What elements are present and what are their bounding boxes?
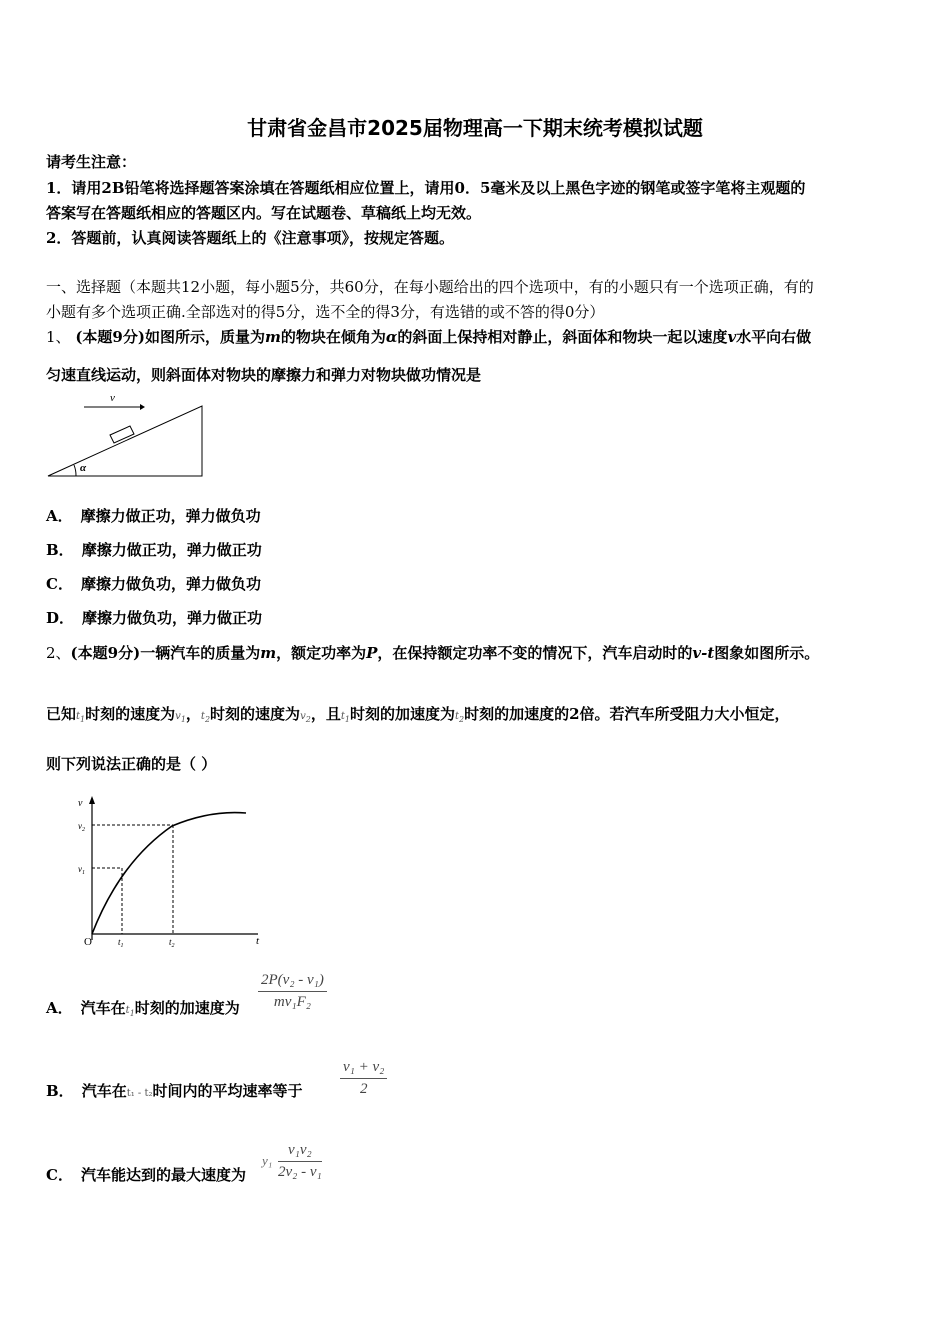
q1-option-c-text: 摩擦力做负功，弹力做负功 bbox=[80, 575, 261, 593]
question-2-line-3: 则下列说法正确的是（ ） bbox=[46, 755, 217, 773]
q2-option-c-formula bbox=[278, 1142, 322, 1181]
velocity-arrow-head bbox=[140, 404, 145, 410]
notice-heading: 请考生注意： bbox=[46, 153, 137, 171]
q2-option-a[interactable] bbox=[46, 998, 240, 1024]
graph-t1-label: $t_1$ bbox=[118, 937, 124, 949]
q1-option-a[interactable] bbox=[46, 506, 261, 526]
q2-line2-d: ，且 bbox=[310, 705, 341, 723]
incline-figure bbox=[44, 392, 214, 480]
q2-number: 2、 bbox=[46, 644, 71, 662]
q2-option-b[interactable] bbox=[46, 1081, 303, 1104]
section-heading-line-1: 一、选择题（本题共12小题，每小题5分，共60分，在每小题给出的四个选项中，有的小题只有一个选项正确，有的 bbox=[46, 278, 814, 296]
q2-text-b: ，额定功率为 bbox=[276, 644, 367, 662]
q1-option-b[interactable] bbox=[46, 540, 262, 560]
graph-v-label: v bbox=[78, 798, 83, 809]
graph-v1-label: $v_1$ bbox=[78, 864, 85, 876]
v-axis-arrow bbox=[89, 796, 95, 804]
q2-option-b-text-a: 汽车在 bbox=[81, 1082, 127, 1100]
q2-line2-f: 时刻的加速度的2倍。若汽车所受阻力大小恒定， bbox=[464, 705, 790, 723]
q2-P: P bbox=[366, 644, 378, 662]
graph-origin-label: O bbox=[84, 936, 92, 948]
q2-score: (本题9分) bbox=[70, 644, 141, 662]
q2-t2-b: $t_2$ bbox=[454, 711, 465, 724]
graph-v2-label: $v_2$ bbox=[78, 821, 85, 833]
q1-option-b-letter: B． bbox=[46, 541, 74, 559]
q2-option-c-numerator: v₁v₂ bbox=[278, 1142, 322, 1162]
q1-v: v bbox=[727, 328, 737, 346]
q2-vt: v-t bbox=[692, 644, 715, 662]
q1-option-a-text: 摩擦力做正功，弹力做负功 bbox=[80, 507, 261, 525]
q2-option-a-formula bbox=[258, 972, 327, 1011]
q2-t2: $t_2$ bbox=[200, 711, 211, 724]
angle-arc bbox=[74, 465, 76, 476]
q2-text-d: 图象如图所示。 bbox=[714, 644, 820, 662]
q2-line2-b: 时刻的速度为 bbox=[85, 705, 176, 723]
block bbox=[110, 426, 134, 443]
q1-text-d: 水平向右做 bbox=[736, 328, 812, 346]
q2-option-b-numerator: v₁ + v₂ bbox=[340, 1059, 387, 1079]
incline-v-label: v bbox=[110, 392, 115, 404]
q1-text-b: 的物块在倾角为 bbox=[280, 328, 386, 346]
q2-option-c[interactable] bbox=[46, 1165, 246, 1185]
q2-option-b-formula bbox=[340, 1059, 387, 1098]
notice-line-2: 答案写在答题纸相应的答题区内。写在试题卷、草稿纸上均无效。 bbox=[46, 204, 482, 222]
q2-option-b-denominator: 2 bbox=[359, 1081, 368, 1097]
q2-option-c-denominator: 2v₂ - v₁ bbox=[278, 1164, 322, 1180]
question-1-line-1 bbox=[46, 327, 811, 347]
q2-text-a: 一辆汽车的质量为 bbox=[140, 644, 261, 662]
incline-triangle bbox=[48, 406, 202, 476]
graph-t2-label: $t_2$ bbox=[169, 937, 175, 949]
q1-option-a-letter: A． bbox=[46, 507, 73, 525]
q1-number: 1、 bbox=[46, 328, 71, 346]
q2-option-a-numerator: 2P(v₂ - v₁) bbox=[258, 972, 327, 992]
page-title: 甘肃省金昌市2025届物理高一下期末统考模拟试题 bbox=[247, 116, 703, 140]
notice-line-3: 2．答题前，认真阅读答题纸上的《注意事项》，按规定答题。 bbox=[46, 229, 454, 247]
q2-option-c-letter: C． bbox=[46, 1166, 73, 1184]
incline-alpha-label: α bbox=[80, 462, 87, 474]
q1-option-d[interactable] bbox=[46, 608, 262, 628]
q1-text-c: 的斜面上保持相对静止，斜面体和物块一起以速度 bbox=[397, 328, 728, 346]
q2-line2-c: 时刻的速度为 bbox=[210, 705, 301, 723]
q2-option-a-t: $t_1$ bbox=[125, 1005, 135, 1018]
q2-line2-a: 已知 bbox=[46, 705, 77, 723]
graph-t-label: t bbox=[256, 935, 260, 947]
section-heading-line-2: 小题有多个选项正确.全部选对的得5分，选不全的得3分，有选错的或不答的得0分） bbox=[46, 303, 605, 321]
q2-t1: $t_1$ bbox=[76, 711, 86, 724]
q1-option-b-text: 摩擦力做正功，弹力做正功 bbox=[81, 541, 262, 559]
q2-option-b-text-b: 时间内的平均速率等于 bbox=[152, 1082, 303, 1100]
q1-alpha: α bbox=[385, 328, 398, 346]
question-1-line-2: 匀速直线运动，则斜面体对物块的摩擦力和弹力对物块做功情况是 bbox=[46, 366, 482, 384]
q1-option-c-letter: C． bbox=[46, 575, 73, 593]
q2-m: m bbox=[260, 644, 277, 662]
q2-option-a-text-a: 汽车在 bbox=[80, 999, 126, 1017]
q1-option-d-letter: D． bbox=[46, 609, 75, 627]
q2-option-c-text-a: 汽车能达到的最大速度为 bbox=[80, 1166, 246, 1184]
notice-line-1: 1．请用2B铅笔将选择题答案涂填在答题纸相应位置上，请用0．5毫米及以上黑色字迹的钢笔或签字笔将主观题的 bbox=[46, 179, 806, 197]
q2-text-c: ，在保持额定功率不变的情况下，汽车启动时的 bbox=[377, 644, 693, 662]
q2-option-a-letter: A． bbox=[46, 999, 73, 1017]
q2-option-c-prefix: y₁ bbox=[262, 1153, 273, 1168]
question-2-line-1 bbox=[46, 643, 819, 663]
q2-comma: ， bbox=[185, 705, 201, 723]
q1-m: m bbox=[264, 328, 281, 346]
q1-text-a: 如图所示，质量为 bbox=[144, 328, 265, 346]
q1-score: (本题9分) bbox=[75, 328, 145, 346]
q2-v2: $v_2$ bbox=[300, 711, 311, 724]
q2-option-a-denominator: mv₁F₂ bbox=[273, 994, 311, 1010]
velocity-curve bbox=[92, 813, 246, 934]
q2-option-b-letter: B． bbox=[46, 1082, 74, 1100]
vt-graph bbox=[70, 792, 280, 952]
q2-option-a-text-b: 时刻的加速度为 bbox=[134, 999, 240, 1017]
q2-v1: $v_1$ bbox=[175, 711, 186, 724]
q2-option-b-range: t₁ - t₂ bbox=[126, 1088, 153, 1099]
q1-option-d-text: 摩擦力做负功，弹力做正功 bbox=[82, 609, 263, 627]
q2-t1-b: $t_1$ bbox=[340, 711, 350, 724]
question-2-line-2 bbox=[46, 704, 790, 730]
q2-line2-e: 时刻的加速度为 bbox=[349, 705, 455, 723]
q1-option-c[interactable] bbox=[46, 574, 261, 594]
